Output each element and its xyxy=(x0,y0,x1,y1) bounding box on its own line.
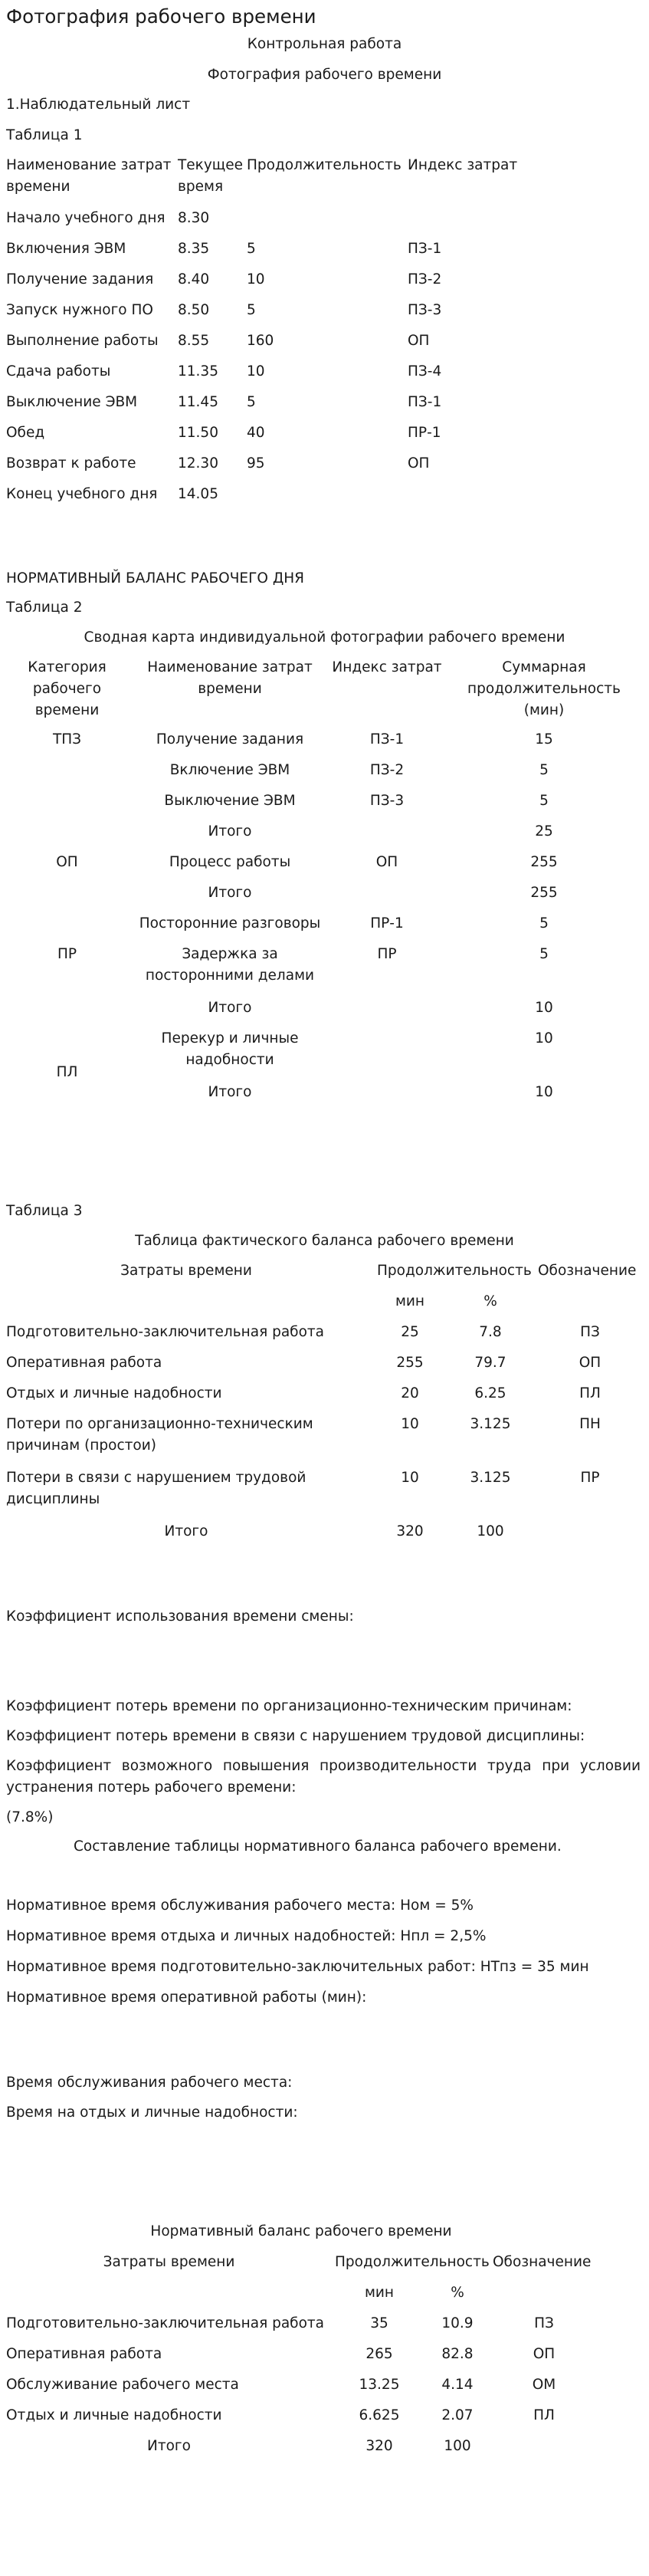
table3-cell-costs: Подготовительно-заключительная работа xyxy=(6,1324,325,1340)
table2-cell-index: ПЗ-1 xyxy=(369,731,405,748)
table1-cell-name: Запуск нужного ПО xyxy=(6,302,153,318)
table1-cell-time: 11.45 xyxy=(178,394,218,410)
coef-time-usage: Коэффициент использования времени смены: xyxy=(6,1608,354,1625)
table1-cell-name: Возврат к работе xyxy=(6,455,136,472)
table1-cell-index: ПЗ-4 xyxy=(408,363,442,380)
table2-cell-total: 5 xyxy=(539,946,549,962)
table2-title: Сводная карта индивидуальной фотографии рабочего времени xyxy=(84,629,565,646)
coef-loss-organizational: Коэффициент потерь времени по организационно-техническим причинам: xyxy=(6,1698,572,1714)
table1-cell-index: ОП xyxy=(408,455,430,472)
table3-cell-costs: Потери в связи с нарушением трудовой дисциплины xyxy=(6,1470,306,1507)
table3-cell-designation: ПР xyxy=(580,1470,600,1486)
table3-cell-min: 25 xyxy=(401,1324,419,1340)
balance-heading: НОРМАТИВНЫЙ БАЛАНС РАБОЧЕГО ДНЯ xyxy=(6,570,305,586)
table3-cell-designation: ПЛ xyxy=(579,1385,601,1401)
table2-cell-total: 255 xyxy=(530,885,558,901)
table1-cell-index: ОП xyxy=(408,333,430,349)
table1-cell-time: 8.35 xyxy=(178,241,210,257)
table1-cell-time: 14.05 xyxy=(178,486,218,502)
table2-cell-total: 255 xyxy=(530,854,558,870)
table2-cell-total: 5 xyxy=(539,793,549,809)
table1-header-cost-index: Индекс затрат xyxy=(408,157,518,173)
table2-cell-name: Задержка за посторонними делами xyxy=(145,946,315,984)
work-kind-heading: Контрольная работа xyxy=(247,36,402,52)
table4-cell-designation: ОМ xyxy=(532,2377,556,2393)
table1-header-cost-name: Наименование затрат времени xyxy=(6,157,172,195)
table3-total-min: 320 xyxy=(396,1523,424,1539)
table4-cell-min: 13.25 xyxy=(359,2377,400,2393)
table1-cell-index: ПЗ-1 xyxy=(408,394,442,410)
table2-category-tpz: ТПЗ xyxy=(52,731,82,748)
table4-cell-percent: 82.8 xyxy=(441,2346,474,2362)
table1-cell-name: Выполнение работы xyxy=(6,333,159,349)
table2-cell-name: Включение ЭВМ xyxy=(169,762,290,778)
norm-service-time: Нормативное время обслуживания рабочего места: Ном = 5% xyxy=(6,1898,474,1914)
table1-cell-name: Выключение ЭВМ xyxy=(6,394,138,410)
table2-cell-name: Итого xyxy=(208,1084,252,1100)
table2-cell-total: 10 xyxy=(535,1084,553,1100)
norm-operative-time: Нормативное время оперативной работы (мин): xyxy=(6,1990,367,2006)
table2-caption: Таблица 2 xyxy=(6,600,83,616)
table4-cell-min: 265 xyxy=(365,2346,393,2362)
table1-cell-time: 11.50 xyxy=(178,425,218,441)
table1-cell-time: 8.40 xyxy=(178,271,210,288)
norm-balance-heading: Составление таблицы нормативного баланса рабочего времени. xyxy=(74,1838,562,1855)
table2-category-pl: ПЛ xyxy=(56,1064,78,1080)
table3-cell-min: 255 xyxy=(396,1355,424,1371)
table2-header-cost-name: Наименование затрат времени xyxy=(147,659,313,697)
table4-cell-percent: 2.07 xyxy=(441,2407,474,2423)
table2-cell-index: ПР xyxy=(377,946,397,962)
table4-cell-designation: ПЛ xyxy=(533,2407,555,2423)
table4-cell-designation: ОП xyxy=(533,2346,556,2362)
table3-caption: Таблица 3 xyxy=(6,1203,83,1219)
table4-title: Нормативный баланс рабочего времени xyxy=(150,2223,452,2239)
table2-header-total-duration: Суммарная продолжительность (мин) xyxy=(467,659,621,718)
table3-cell-min: 10 xyxy=(401,1416,419,1432)
table1-cell-name: Получение задания xyxy=(6,271,154,288)
table3-total-percent: 100 xyxy=(477,1523,504,1539)
table4-cell-costs: Обслуживание рабочего места xyxy=(6,2377,239,2393)
table4-cell-percent: 10.9 xyxy=(441,2315,474,2331)
table1-header-duration: Продолжительность xyxy=(247,157,402,173)
table3-subheader-min: мин xyxy=(395,1293,425,1309)
table1-cell-duration: 10 xyxy=(247,363,265,380)
table2-cell-name: Итого xyxy=(208,1000,252,1016)
table1-cell-index: ПР-1 xyxy=(408,425,441,441)
table2-cell-name: Получение задания xyxy=(156,731,304,748)
table2-cell-name: Процесс работы xyxy=(169,854,291,870)
table1-cell-time: 11.35 xyxy=(178,363,218,380)
table2-cell-index: ОП xyxy=(375,854,398,870)
table4-subheader-min: мин xyxy=(364,2285,395,2301)
table2-cell-total: 5 xyxy=(539,915,549,932)
table2-cell-name: Посторонние разговоры xyxy=(139,915,321,932)
table2-cell-index: ПР-1 xyxy=(370,915,404,932)
table3-title: Таблица фактического баланса рабочего времени xyxy=(135,1233,514,1249)
table1-cell-time: 8.30 xyxy=(178,210,210,226)
table3-cell-costs: Отдых и личные надобности xyxy=(6,1385,222,1401)
table1-cell-duration: 10 xyxy=(247,271,265,288)
table2-cell-total: 10 xyxy=(535,1030,553,1046)
table2-cell-name: Итого xyxy=(208,885,252,901)
table3-header-costs: Затраты времени xyxy=(120,1263,252,1279)
table4-cell-costs: Оперативная работа xyxy=(6,2346,162,2362)
table3-cell-percent: 6.25 xyxy=(474,1385,506,1401)
table2-cell-total: 25 xyxy=(535,823,553,840)
table2-cell-index: ПЗ-3 xyxy=(369,793,405,809)
table1-cell-duration: 95 xyxy=(247,455,265,472)
table1-cell-name: Начало учебного дня xyxy=(6,210,166,226)
table3-cell-designation: ОП xyxy=(579,1355,601,1371)
table3-cell-percent: 79.7 xyxy=(474,1355,506,1371)
table2-cell-name: Итого xyxy=(208,823,252,840)
document-title: Фотография рабочего времени xyxy=(6,5,316,28)
section-observation-sheet: 1.Наблюдательный лист xyxy=(6,97,191,113)
table4-total-label: Итого xyxy=(147,2438,191,2454)
table4-cell-min: 6.625 xyxy=(359,2407,400,2423)
table1-cell-index: ПЗ-3 xyxy=(408,302,442,318)
table2-header-category: Категория рабочего времени xyxy=(28,659,107,718)
table1-cell-duration: 40 xyxy=(247,425,265,441)
table4-cell-designation: ПЗ xyxy=(534,2315,554,2331)
table3-cell-designation: ПЗ xyxy=(580,1324,600,1340)
table4-subheader-percent: % xyxy=(451,2285,464,2301)
table1-caption: Таблица 1 xyxy=(6,127,83,143)
table1-cell-time: 12.30 xyxy=(178,455,218,472)
table3-subheader-percent: % xyxy=(483,1293,497,1309)
table1-cell-duration: 5 xyxy=(247,302,256,318)
table2-cell-total: 10 xyxy=(535,1000,553,1016)
table1-header-current-time: Текущее время xyxy=(178,157,243,195)
workplace-service-time: Время обслуживания рабочего места: xyxy=(6,2075,293,2091)
table4-cell-costs: Отдых и личные надобности xyxy=(6,2407,222,2423)
table1-cell-time: 8.55 xyxy=(178,333,210,349)
table3-cell-percent: 3.125 xyxy=(470,1470,511,1486)
table3-header-designation: Обозначение xyxy=(538,1263,637,1279)
table3-cell-min: 20 xyxy=(401,1385,419,1401)
table3-cell-costs: Потери по организационно-техническим причинам (простои) xyxy=(6,1416,313,1454)
table4-cell-min: 35 xyxy=(370,2315,388,2331)
table4-cell-percent: 4.14 xyxy=(441,2377,474,2393)
table2-cell-name: Выключение ЭВМ xyxy=(164,793,296,809)
table4-header-designation: Обозначение xyxy=(493,2254,592,2270)
table4-total-percent: 100 xyxy=(444,2438,471,2454)
table4-total-min: 320 xyxy=(365,2438,393,2454)
table1-cell-time: 8.50 xyxy=(178,302,210,318)
table2-category-op: ОП xyxy=(56,854,78,870)
table4-header-duration: Продолжительность xyxy=(335,2254,490,2270)
coef-loss-discipline: Коэффициент потерь времени в связи с нарушением трудовой дисциплины: xyxy=(6,1728,585,1744)
table2-cell-index: ПЗ-2 xyxy=(369,762,405,778)
table2-cell-total: 15 xyxy=(535,731,553,748)
table3-total-label: Итого xyxy=(164,1523,208,1539)
coef-productivity-value: (7.8%) xyxy=(6,1809,54,1825)
table3-cell-percent: 3.125 xyxy=(470,1416,511,1432)
rest-needs-time: Время на отдых и личные надобности: xyxy=(6,2104,298,2121)
table1-cell-duration: 5 xyxy=(247,394,256,410)
table1-cell-duration: 5 xyxy=(247,241,256,257)
table1-cell-index: ПЗ-2 xyxy=(408,271,442,288)
table4-header-costs: Затраты времени xyxy=(103,2254,235,2270)
table1-cell-name: Обед xyxy=(6,425,45,441)
table3-cell-costs: Оперативная работа xyxy=(6,1355,162,1371)
table3-cell-percent: 7.8 xyxy=(479,1324,502,1340)
norm-rest-time: Нормативное время отдыха и личных надобностей: Нпл = 2,5% xyxy=(6,1928,487,1944)
table2-category-pr: ПР xyxy=(57,946,77,962)
table2-cell-total: 5 xyxy=(539,762,549,778)
table1-cell-duration: 160 xyxy=(247,333,274,349)
table1-cell-name: Включения ЭВМ xyxy=(6,241,126,257)
table2-cell-name: Перекур и личные надобности xyxy=(161,1030,299,1068)
table3-cell-designation: ПН xyxy=(579,1416,601,1432)
table2-header-cost-index: Индекс затрат xyxy=(332,659,442,675)
table3-cell-min: 10 xyxy=(401,1470,419,1486)
document-subtitle: Фотография рабочего времени xyxy=(207,67,442,83)
table1-cell-name: Сдача работы xyxy=(6,363,111,380)
table4-cell-costs: Подготовительно-заключительная работа xyxy=(6,2315,325,2331)
coef-productivity-increase: Коэффициент возможного повышения производительности труда при условии устранения потерь рабочего времени: xyxy=(6,1758,641,1796)
table3-header-duration: Продолжительность xyxy=(377,1263,532,1279)
norm-prep-time: Нормативное время подготовительно-заключительных работ: НТпз = 35 мин xyxy=(6,1959,589,1975)
table1-cell-name: Конец учебного дня xyxy=(6,486,158,502)
table1-cell-index: ПЗ-1 xyxy=(408,241,442,257)
